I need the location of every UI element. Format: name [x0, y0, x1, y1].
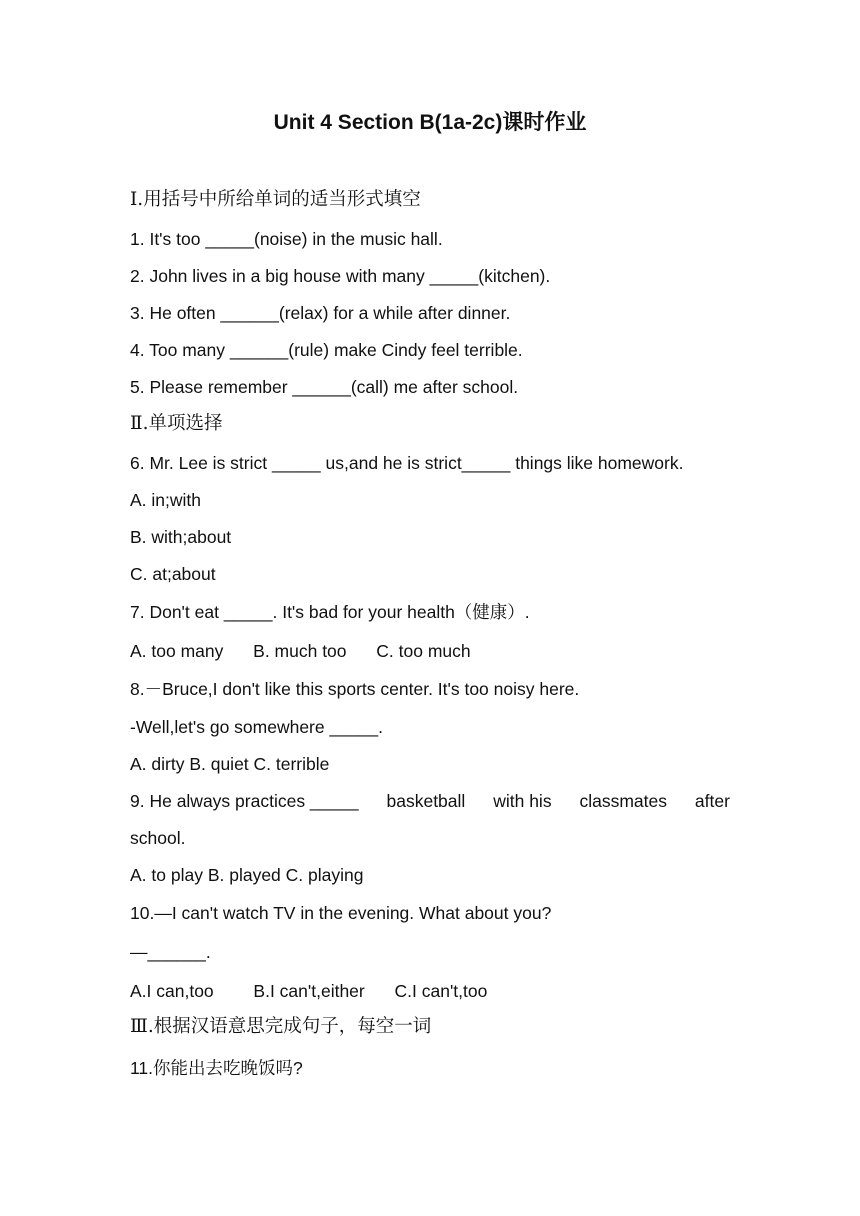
question-7-options: [130, 640, 730, 662]
question-10-option-a: A.I can,too: [130, 981, 214, 1001]
question-8-reply: -Well,let's go somewhere _____.: [130, 717, 384, 737]
question-7-stem: 7. Don't eat _____. It's bad for your health（健康）.: [130, 602, 530, 622]
question-9-word: with his: [493, 791, 552, 811]
question-6-option-a: A. in;with: [130, 490, 201, 510]
question-10-options: [130, 980, 730, 1002]
question-6-option-b: B. with;about: [130, 527, 232, 547]
question-7-option-c: C. too much: [376, 641, 471, 661]
question-9-word: 9. He always practices _____: [130, 791, 359, 811]
section-heading-2: Ⅱ.单项选择: [130, 413, 223, 434]
question-9-word: basketball: [386, 791, 466, 811]
question-9-stem: [130, 790, 730, 812]
question-2: 2. John lives in a big house with many _____(kitchen).: [130, 266, 551, 286]
question-11: 11.你能出去吃晚饭吗?: [130, 1058, 303, 1078]
question-6-option-c: C. at;about: [130, 564, 216, 584]
question-6-stem: 6. Mr. Lee is strict _____ us,and he is strict_____ things like homework.: [130, 453, 684, 473]
question-9-continuation: school.: [130, 828, 186, 848]
question-7-option-a: A. too many: [130, 641, 224, 661]
section-heading-1: Ⅰ.用括号中所给单词的适当形式填空: [130, 189, 421, 210]
question-3: 3. He often ______(relax) for a while after dinner.: [130, 303, 511, 323]
question-1: 1. It's too _____(noise) in the music hall.: [130, 229, 443, 249]
question-10-stem: 10.—I can't watch TV in the evening. What about you?: [130, 903, 552, 923]
question-9-word: after: [694, 791, 730, 811]
question-8-options: A. dirty B. quiet C. terrible: [130, 754, 330, 774]
question-9-word: classmates: [579, 791, 668, 811]
question-10-option-b: B.I can't,either: [253, 981, 365, 1001]
page-title: Unit 4 Section B(1a-2c)课时作业: [273, 111, 587, 134]
question-5: 5. Please remember ______(call) me after school.: [130, 377, 519, 397]
question-10-reply: —______.: [130, 942, 211, 962]
question-10-option-c: C.I can't,too: [394, 981, 488, 1001]
section-heading-3: Ⅲ.根据汉语意思完成句子，每空一词: [130, 1016, 432, 1037]
question-9-options: A. to play B. played C. playing: [130, 865, 364, 885]
question-7-option-b: B. much too: [253, 641, 347, 661]
question-4: 4. Too many ______(rule) make Cindy feel terrible.: [130, 340, 523, 360]
question-8-stem: 8.－Bruce,I don't like this sports center. It's too noisy here.: [130, 679, 580, 699]
